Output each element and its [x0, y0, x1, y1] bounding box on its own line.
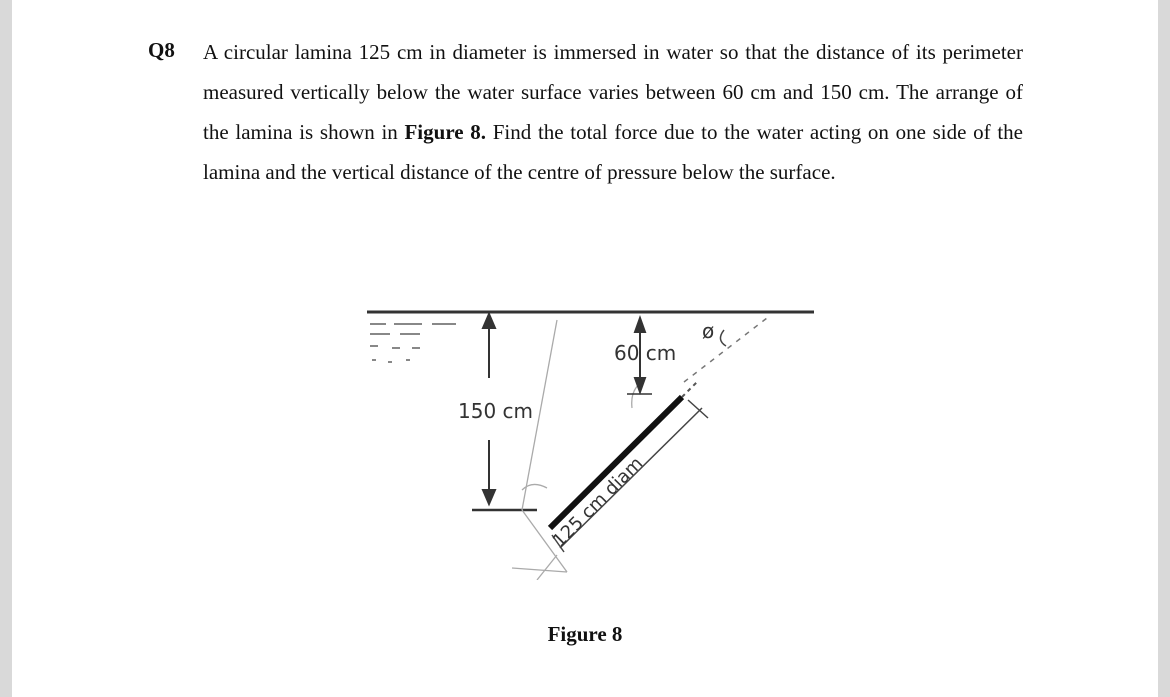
question-text: [203, 32, 1023, 192]
lamina: [550, 397, 682, 528]
water-hatching: [370, 324, 456, 362]
figure-reference: Figure 8.: [404, 120, 487, 144]
angle-arc: [720, 330, 726, 346]
label-125cm-diam: 125 cm diam: [548, 453, 648, 552]
question-text-part2: Find the total force due to the water acting on one side of the lamina and the vertical distance of the centre of pressure below the surface.: [203, 120, 1023, 184]
angle-reference-line: [684, 318, 767, 382]
label-angle: ø: [702, 319, 715, 343]
question-text-part1: A circular lamina 125 cm in diameter is immersed in water so that the distance of its perimeter measured vertically below the water surface varies between 60 cm and 150 cm. The arrange of the lamina is shown in: [203, 40, 1023, 144]
label-150cm: 150 cm: [458, 399, 534, 423]
lamina-extension: [682, 382, 697, 397]
figure-caption: Figure 8: [547, 622, 623, 646]
document-page: [12, 0, 1158, 697]
label-60cm: 60 cm: [614, 341, 677, 365]
lamina-diagram: [352, 290, 822, 580]
question-number: Q8: [148, 38, 175, 62]
